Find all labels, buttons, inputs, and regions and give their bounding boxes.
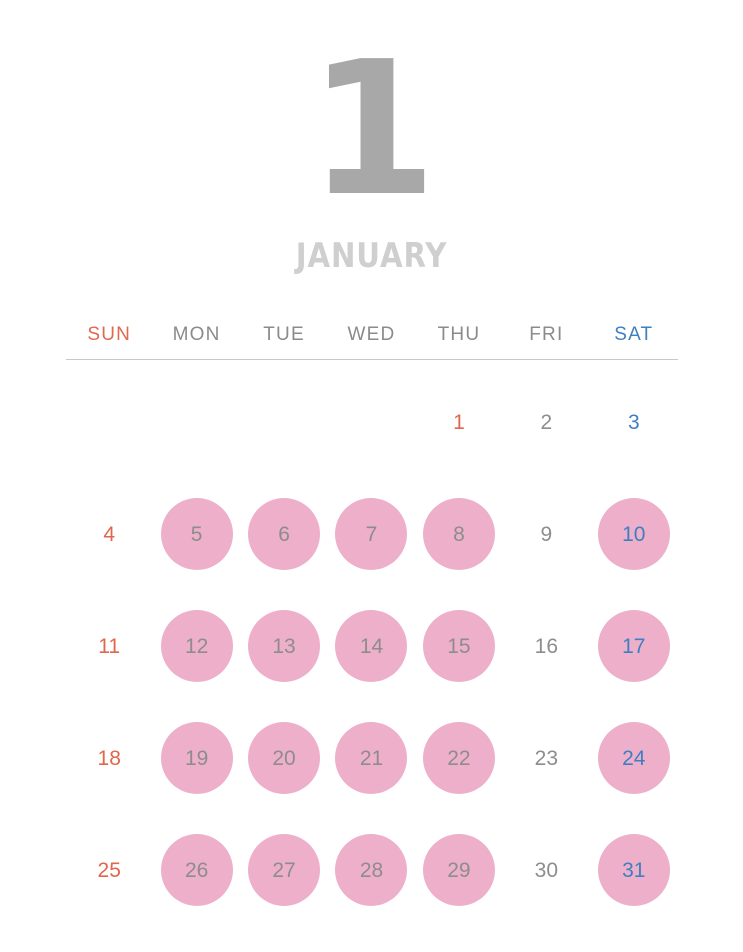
calendar-day-empty — [66, 366, 153, 478]
calendar-day-cell[interactable] — [153, 478, 240, 590]
weekday-label-fri: FRI — [529, 324, 564, 345]
calendar-day-cell[interactable] — [328, 590, 415, 702]
day-number: 19 — [184, 746, 209, 770]
day-number: 5 — [190, 522, 203, 546]
calendar-week-row — [66, 478, 678, 590]
calendar-day-cell[interactable] — [66, 702, 153, 814]
weekday-label-mon: MON — [172, 324, 221, 345]
calendar-day-cell[interactable] — [66, 478, 153, 590]
day-number: 9 — [540, 522, 553, 546]
calendar-day-empty — [240, 366, 327, 478]
calendar-day-cell[interactable] — [153, 814, 240, 926]
calendar-day-cell[interactable] — [415, 590, 502, 702]
month-number: 1 — [308, 21, 435, 237]
calendar-day-cell[interactable] — [590, 702, 677, 814]
calendar-day-cell[interactable] — [153, 590, 240, 702]
calendar-day-cell[interactable] — [503, 478, 590, 590]
calendar-day-cell[interactable] — [503, 814, 590, 926]
calendar-day-cell[interactable] — [240, 590, 327, 702]
weekday-label-thu: THU — [437, 324, 481, 345]
calendar-week-row — [66, 366, 678, 478]
day-number: 7 — [365, 522, 378, 546]
calendar-day-cell[interactable] — [240, 478, 327, 590]
calendar-day-cell[interactable] — [415, 478, 502, 590]
day-number: 22 — [447, 746, 471, 770]
calendar-day-empty — [328, 366, 415, 478]
calendar-week-row — [66, 702, 678, 814]
calendar-day-cell[interactable] — [328, 702, 415, 814]
calendar-header — [0, 0, 743, 276]
weekday-header-row — [66, 324, 678, 360]
day-number: 17 — [622, 634, 646, 658]
day-number: 23 — [534, 746, 559, 770]
day-number: 14 — [359, 634, 384, 658]
day-number: 2 — [540, 410, 553, 434]
calendar-day-cell[interactable] — [415, 702, 502, 814]
day-number: 26 — [184, 858, 209, 882]
calendar-day-cell[interactable] — [590, 590, 677, 702]
weekday-label-tue: TUE — [263, 324, 305, 345]
weekday-label-sat: SAT — [614, 324, 654, 345]
day-number: 11 — [98, 634, 121, 658]
calendar-day-cell[interactable] — [503, 366, 590, 478]
month-name: JANUARY — [295, 236, 448, 276]
calendar-day-cell[interactable] — [66, 590, 153, 702]
day-number: 10 — [622, 522, 646, 546]
calendar-day-cell[interactable] — [240, 702, 327, 814]
calendar-day-cell[interactable] — [153, 702, 240, 814]
calendar-day-cell[interactable] — [503, 590, 590, 702]
day-number: 8 — [453, 522, 465, 546]
day-number: 30 — [534, 858, 559, 882]
calendar-day-cell[interactable] — [415, 814, 502, 926]
calendar-day-cell[interactable] — [240, 814, 327, 926]
day-number: 16 — [534, 634, 559, 658]
day-number: 4 — [103, 522, 116, 546]
calendar-day-cell[interactable] — [590, 814, 677, 926]
day-number: 31 — [622, 858, 646, 882]
day-number: 21 — [359, 746, 384, 770]
day-number: 29 — [447, 858, 471, 882]
calendar-week-row — [66, 590, 678, 702]
calendar-day-cell[interactable] — [590, 366, 677, 478]
calendar-day-cell[interactable] — [503, 702, 590, 814]
day-number: 25 — [97, 858, 121, 882]
day-number: 28 — [359, 858, 384, 882]
weekday-label-sun: SUN — [87, 324, 132, 345]
calendar-day-cell[interactable] — [328, 478, 415, 590]
day-number: 13 — [272, 634, 296, 658]
day-number: 12 — [184, 634, 209, 658]
calendar-day-cell[interactable] — [415, 366, 502, 478]
calendar-week-row — [66, 814, 678, 926]
day-number: 20 — [272, 746, 296, 770]
calendar-weeks — [66, 366, 678, 926]
calendar-day-empty — [153, 366, 240, 478]
day-number: 24 — [622, 746, 646, 770]
calendar-grid — [66, 276, 678, 926]
calendar-day-cell[interactable] — [66, 814, 153, 926]
day-number: 1 — [453, 410, 465, 434]
weekday-label-wed: WED — [347, 324, 396, 345]
day-number: 15 — [447, 634, 471, 658]
day-number: 18 — [97, 746, 121, 770]
calendar-day-cell[interactable] — [590, 478, 677, 590]
day-number: 3 — [627, 410, 640, 434]
day-number: 6 — [278, 522, 290, 546]
calendar-day-cell[interactable] — [328, 814, 415, 926]
day-number: 27 — [272, 858, 296, 882]
